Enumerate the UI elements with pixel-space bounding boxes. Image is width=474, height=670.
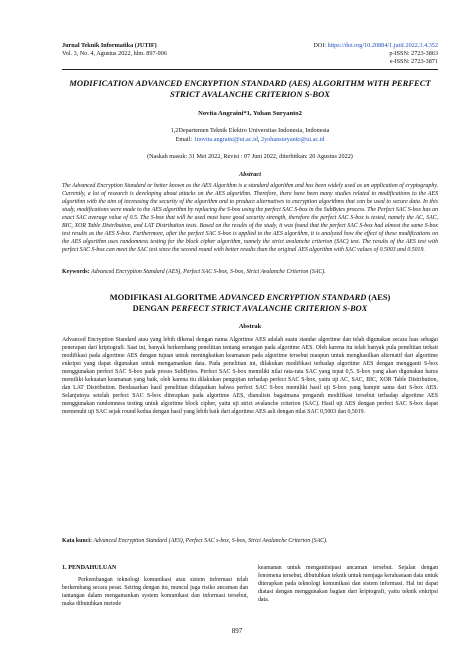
abstract-body-en: The Advanced Encryption Standard or better known as the AES Algorithm is a standard algorithm and has been widely used as an application of cryptography. Currently, a lot of research is developing about attacks on the AES algorithm. Therefore, there have been many studies related to modifications to the AES algorithm with the aim of increasing the security of the algorithm and to produce alternatives to encryption algorithms that can be used to secure data. In this study, modifications were made to the AES algorithm by replacing the S-box using the perfect SAC S-box in the SubBytes process. The Perfect SAC S-box has an exact SAC average value of 0.5. The S-box that will be used must have good security strength, therefore the perfect SAC S-box is tested, namely the AC, SAC, BIC, XOR Table Distribution, and LAT Distribution tests. Based on the results of the study, it was found that the perfect SAC S-box had almost the same S-box test results as the AES S-box. Furthermore, after the perfect SAC S-box is applied to the AES algorithm, it is analyzed how the effect of these modifications on the AES algorithm uses randomness testing for the block cipher algorithm, namely the strict avalanche criterion (SAC) test. The results of the AES test with perfect SAC S-box can meet the SAC test since the second round with better results than the original AES algorithm with SAC values of 0.5003 and 0.5019. — [62, 183, 438, 254]
doi-line — [313, 42, 438, 50]
title-id-italic: ADVANCED ENCRYPTION STANDARD — [219, 293, 367, 302]
left-column — [62, 564, 248, 608]
abstract-heading-en: Abstract — [238, 171, 261, 178]
keywords-label-en: Keywords — [62, 269, 88, 275]
paper-title-en: MODIFICATION ADVANCED ENCRYPTION STANDARD (AES) ALGORITHM WITH PERFECT STRICT AVALANCHE CRITERION S-BOX — [69, 78, 431, 99]
keywords-id: Kata kunci: Advanced Encryption Standard (AES), Perfect SAC s-box, S-box, Strict Avalanche Criterion (SAC). — [62, 538, 328, 544]
title-id-italic: PERFECT STRICT AVALANCHE CRITERION S-BOX — [171, 303, 368, 313]
p-issn: p-ISSN: 2723-3863 — [389, 50, 438, 57]
journal-title: Jurnal Teknik Informatika (JUTIF) — [62, 42, 157, 49]
keywords-en: Keywords: Advanced Encryption Standard (AES), Perfect SAC S-box, S-box, Strict Avalanche Criterion (SAC). — [62, 269, 326, 275]
doi-label: DOI: — [313, 42, 328, 49]
journal-volume: Vol. 3, No. 4, Agustus 2022, hlm. 897-906 — [62, 50, 167, 57]
doi-link[interactable]: https://doi.org/10.20884/1.jutif.2022.3.4.352 — [327, 42, 438, 49]
title-id-part: DENGAN — [132, 303, 172, 313]
keywords-list-id: Advanced Encryption Standard (AES), Perfect SAC s-box, S-box, Strict Avalanche Criterion (SAC). — [93, 538, 328, 544]
intro-paragraph-left: Perkembangan teknologi komunikasi atau sistem informasi telah berkembang secara pesat. Seiring dengan itu, muncul juga risiko ancaman dan tantangan dalam mengamankan system komunikasi dan informasi tersebut, maka dibutuhkan metode — [62, 577, 248, 608]
keywords-list-en: Advanced Encryption Standard (AES), Perfect SAC S-box, S-box, Strict Avalanche Criterion (SAC). — [90, 269, 326, 275]
authors: Novita Angraini*1, Yohan Suryanto2 — [198, 110, 302, 117]
journal-header — [62, 42, 167, 58]
email-label: Email: — [175, 135, 194, 143]
abstract-body-id: Advanced Encryption Standard atau yang lebih dikenal dengan nama Algoritme AES adalah suatu standar algoritme dan telah digunakan secara luas sebagai penerapan dari kriptografi. Saat ini, banyak berkembang penelitian tentang serangan pada algoritme AES. Oleh karena itu telah banyak pula penelitian terkait modifikasi pada algoritme AES dengan tujuan untuk meningkatkan keamanan pada algoritme tersebut maupun untuk menghasilkan alternatif dari algoritme enkripsi yang dapat digunakan untuk mengamankan data. Pada penelitian ini, dilakukan modifikasi terhadap algoritme AES dengan mengganti S-box menggunakan perfect SAC S-box pada proses SubBytes. Perfect SAC S-box memiliki nilai rata-rata SAC yang tepat 0,5. S-box yang akan digunakan harus memiliki kekuatan keamanan yang baik, oleh karena itu dilakukan pengujian terhadap perfect SAC S-box, yaitu uji AC, SAC, BIC, XOR Table Distribution, dan LAT Distribution. Berdasarkan hasil penelitian didapatkan bahwa perfect SAC S-box memiliki hasil uji S-box yang hampir sama dari S-box AES. Selanjutnya setelah perfect SAC S-box diterapkan pada algoritme AES, dianalisis bagaimana pengaruh modifikasi tersebut terhadap algoritme AES menggunakan randomness testing untuk algoritme block cipher, yaitu uji strict avalanche criterion (SAC). Hasil uji AES dengan perfect SAC S-box dapat memenuhi uji SAC sejak round kedua dengan hasil yang lebih baik dari algoritme AES asli dengan nilai SAC 0,5003 dan 0,5019. — [62, 337, 438, 416]
keywords-label-id: Kata kunci — [62, 538, 90, 544]
section-heading: 1. PENDAHULUAN — [62, 564, 117, 571]
paper-title-id — [62, 293, 438, 315]
title-id-part: MODIFIKASI ALGORITME — [109, 293, 220, 302]
submission-dates: (Naskah masuk: 31 Mei 2022, Revisi : 07 Juni 2022, diterbitkan: 20 Agustus 2022) — [147, 153, 353, 160]
email-line — [62, 136, 438, 145]
e-issn: e-ISSN: 2723-3871 — [389, 58, 438, 65]
email-separator: , — [257, 135, 261, 143]
email-link-2[interactable]: 2yohansuryanto@ui.ac.id — [261, 135, 325, 143]
email-link-1[interactable]: 1novita.angraini@ui.ac.id — [193, 135, 258, 143]
header-divider — [62, 69, 438, 70]
affiliation — [62, 127, 438, 144]
page-number: 897 — [231, 627, 243, 635]
department: 1,2Departemen Teknik Elektro Universitas Indonesia, Indonesia — [170, 127, 330, 134]
issn-block — [313, 42, 438, 66]
intro-paragraph-right: keamanan untuk mengantisipasi ancaman tersebut. Sejalan dengan fenomena tersebut, dibutuhkan teknik untuk menjaga kerahasiaan data untuk diterapkan pada teknologi komunikasi dan sistem informasi. Hal ini dapat diatasi dengan menggunakan bagian dari kriptografi, yaitu teknik enkripsi data. — [258, 565, 438, 604]
title-id-part: (AES) — [366, 293, 391, 302]
abstract-heading-id: Abstrak — [238, 323, 262, 330]
